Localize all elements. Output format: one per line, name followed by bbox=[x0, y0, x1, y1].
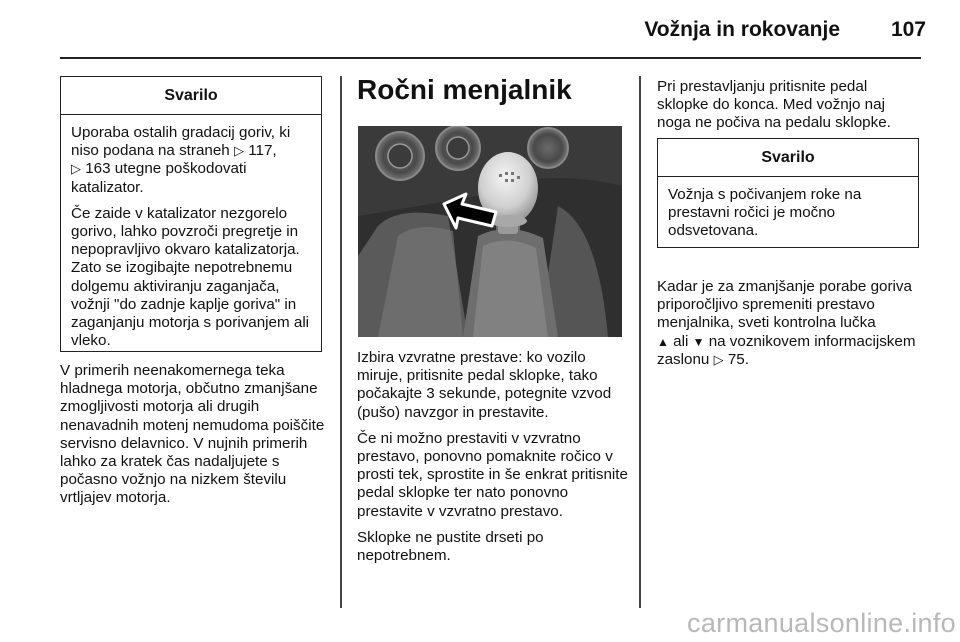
page-reference[interactable]: 117, bbox=[248, 142, 277, 160]
right-column-intro bbox=[657, 78, 922, 141]
shift-down-arrow-icon: ▼ bbox=[692, 334, 705, 349]
middle-column-text bbox=[357, 349, 629, 573]
triangle-reference-icon: ▷ bbox=[71, 161, 81, 177]
paragraph-clutch-slip: Sklopke ne pustite drseti po nepotrebnem. bbox=[357, 528, 544, 565]
page-number: 107 bbox=[890, 18, 926, 41]
warning-paragraph-2: Če zaide v katalizator nezgorelo gorivo, lahko povzroči pregretje in nepopravljivo okvaro katalizatorja. Zato se izogibajte nepotrebnemu dolgemu aktiviranju zaganjača, vožnji "do zadnje kaplje goriva" in zaganjanju motorja s porivanjem ali vleko. bbox=[71, 204, 310, 350]
warning-box-title: Svarilo bbox=[61, 77, 321, 115]
paragraph-reverse-retry: Če ni možno prestaviti v vzvratno prestavo, ponovno pomaknite ročico v prosti tek, sprostite in še enkrat pritisnite pedal sklopke ter nato ponovno prestavite v vzvratno prestavo. bbox=[357, 429, 628, 520]
paragraph-clutch-pedal: Pri prestavljanju pritisnite pedal sklopke do konca. Med vožnjo naj noga ne počiva na pedalu sklopke. bbox=[657, 78, 891, 132]
warning-box-body bbox=[658, 177, 918, 255]
gear-shift-photo bbox=[358, 126, 622, 337]
page-reference[interactable]: 75. bbox=[727, 350, 749, 368]
paragraph-reverse-gear: Izbira vzvratne prestave: ko vozilo miruje, pritisnite pedal sklopke, tako počakajte 3 sekunde, potegnite vzvod (pušo) navzgor in prestavite. bbox=[357, 349, 612, 421]
left-column-text bbox=[60, 362, 325, 516]
warning-paragraph: Vožnja s počivanjem roke na prestavni ročici je močno odsvetovana. bbox=[668, 186, 862, 240]
warning-box-body bbox=[61, 115, 321, 364]
watermark: carmanualsonline.info bbox=[687, 608, 956, 638]
paragraph-cold-engine: V primerih neenakomernega teka hladnega motorja, občutno zmanjšane zmogljivosti motorja ali drugih nenavadnih motenj nemudoma poiščite servisno delavnico. V nujnih primerih lahko za kratek čas nadaljujete s počasno vožnjo na nizkem številu vrtljajev motorja. bbox=[60, 362, 325, 507]
section-heading: Ročni menjalnik bbox=[357, 74, 572, 105]
paragraph-shift-indicator: Kadar je za zmanjšanje porabe goriva priporočljivo spremeniti prestavo menjalnika, sveti kontrolna lučka ▲ ali ▼ na voznikovem informacijskem zaslonu ▷ 75. bbox=[657, 278, 916, 368]
gear-shift-illustration bbox=[358, 126, 622, 337]
warning-box-title: Svarilo bbox=[658, 139, 918, 177]
shift-up-arrow-icon: ▲ bbox=[657, 334, 669, 349]
warning-box-fuel bbox=[60, 76, 322, 352]
header-rule bbox=[60, 57, 921, 59]
warning-paragraph-1: Uporaba ostalih gradacij goriv, ki niso podana na straneh ▷ 117, ▷ 163 utegne poškodovati katalizator. bbox=[71, 124, 291, 196]
page-reference: 163 utegne poškodovati katalizator. bbox=[71, 160, 247, 196]
warning-box-gear-lever bbox=[657, 138, 919, 248]
column-divider-left bbox=[340, 76, 342, 608]
right-column-shift-text bbox=[657, 278, 925, 377]
triangle-reference-icon: ▷ bbox=[713, 351, 724, 367]
triangle-reference-icon: ▷ bbox=[233, 143, 244, 159]
column-divider-right bbox=[639, 76, 641, 608]
page-header-title: Vožnja in rokovanje bbox=[644, 18, 840, 41]
